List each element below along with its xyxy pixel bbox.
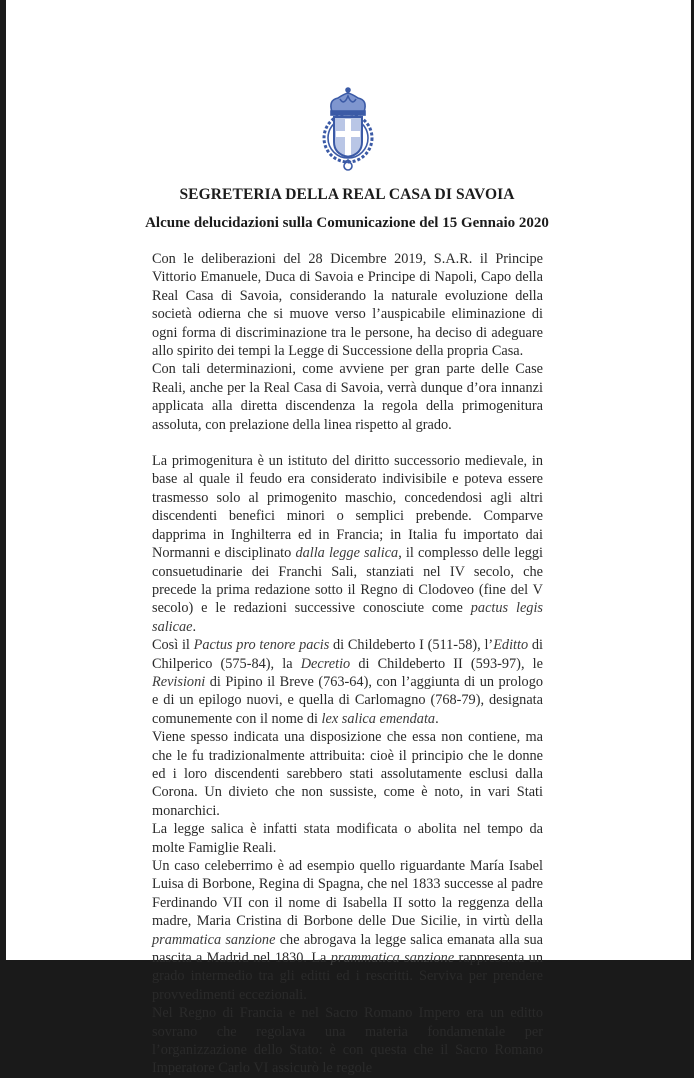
text-run: che abrogava la legge salica emanata alla sua nascita a Madrid nel 1830. La — [152, 931, 543, 967]
text-run: La primogenitura è un istituto del diritto successorio medievale, in base al quale il feudo era considerato indivisibile e poteva essere trasmesso solo al primogenito maschio, concedendosi agli altri discendenti benefici minori o semplici prebende. Comparve dapprima in Inghilterra ed in Francia; in Italia fu importato dai Normanni e disciplinato — [152, 453, 543, 562]
paragraph-determinazioni: Con tali determinazioni, come avviene per gran parte delle Case Reali, anche per la Real Casa di Savoia, verrà dunque d’ora innanzi applicata alla diretta discendenza la regola della primogenitura assoluta, con prelazione della linea rispetto al grado. — [152, 361, 543, 433]
italic-term: lex salica emendata — [321, 710, 436, 727]
paragraph-deliberazioni: Con le deliberazioni del 28 Dicembre 2019, S.A.R. il Principe Vittorio Emanuele, Duca di Savoia e Principe di Napoli, Capo della Real Casa di Savoia, considerando la naturale evoluzione della società odierna che si muove verso l’auspicabile eliminazione di ogni forma di discriminazione tra le persone, ha deciso di adeguare allo spirito dei tempi la Legge di Successione della propria Casa. — [152, 251, 543, 360]
text-run: . — [192, 618, 197, 635]
paragraph-disposizione: Viene spesso indicata una disposizione che essa non contiene, ma che le fu tradizionalmente attribuita: cioè il principio che le donne ed i loro discendenti sarebbero stati assolutamente esclusi dalla Corona. Un divieto che non sussiste, come è noto, in vari Stati monarchici. — [152, 729, 543, 819]
text-run: Un caso celeberrimo è ad esempio quello riguardante María Isabel Luisa di Borbone, Regina di Spagna, che nel 1833 successe al padre Ferdinando VII con il nome di Isabella II sotto la reggenza della madre, Maria Cristina di Borbone delle Due Sicilie, in virtù della — [152, 858, 543, 930]
paragraph-gap — [152, 434, 543, 452]
text-run: di Chilperico (575-84), la — [152, 637, 544, 672]
text-run: di Childeberto II (593-97), le — [350, 655, 543, 672]
italic-term: Revisioni — [152, 673, 206, 690]
italic-term: Pactus pro tenore pacis — [193, 637, 330, 654]
text-run: , il complesso delle leggi consuetudinarie dei Franchi Sali, stanziati nel IV secolo, che precede la prima redazione sotto il Regno di Clodoveo (fine del V secolo) e le redazioni successive conosciute come — [152, 545, 544, 617]
text-run: di Childeberto I (511-58), l’ — [329, 637, 494, 654]
document-body — [152, 250, 543, 1078]
text-run: Così il — [152, 637, 194, 654]
document-title: SEGRETERIA DELLA REAL CASA DI SAVOIA — [179, 186, 515, 203]
paragraph-caso-celeberrimo — [152, 857, 543, 1004]
italic-term: dalla legge salica — [295, 545, 399, 562]
text-run: di Pipino il Breve (763-64), con l’aggiunta di un prologo e di un epilogo nuovi, e quella di Carlomagno (768-79), designata comunemente con il nome di — [152, 673, 543, 727]
paragraph-regno-francia: Nel Regno di Francia e nel Sacro Romano Impero era un editto sovrano che regolava una materia fondamentale per l’organizzazione dello Stato: è con questa che il Sacro Romano Imperatore Carlo VI assicurò le regole — [152, 1005, 543, 1077]
italic-term: pactus legis salicae — [152, 600, 543, 635]
text-run: rappresenta un grado intermedio tra gli editti ed i rescritti. Serviva per prendere provvedimenti eccezionali. — [152, 950, 543, 1003]
document-subtitle: Alcune delucidazioni sulla Comunicazione del 15 Gennaio 2020 — [145, 215, 549, 231]
text-run: . — [435, 710, 439, 727]
savoy-crest-icon — [318, 86, 378, 176]
paragraph-legge-salica: La legge salica è infatti stata modificata o abolita nel tempo da molte Famiglie Reali. — [152, 821, 543, 856]
italic-term: prammatica sanzione — [152, 931, 276, 948]
paragraph-pactus — [152, 636, 543, 728]
italic-term: Decretio — [300, 655, 351, 672]
italic-term: Editto — [493, 637, 529, 654]
italic-term: prammatica sanzione — [330, 950, 455, 967]
paragraph-primogenitura — [152, 452, 543, 636]
